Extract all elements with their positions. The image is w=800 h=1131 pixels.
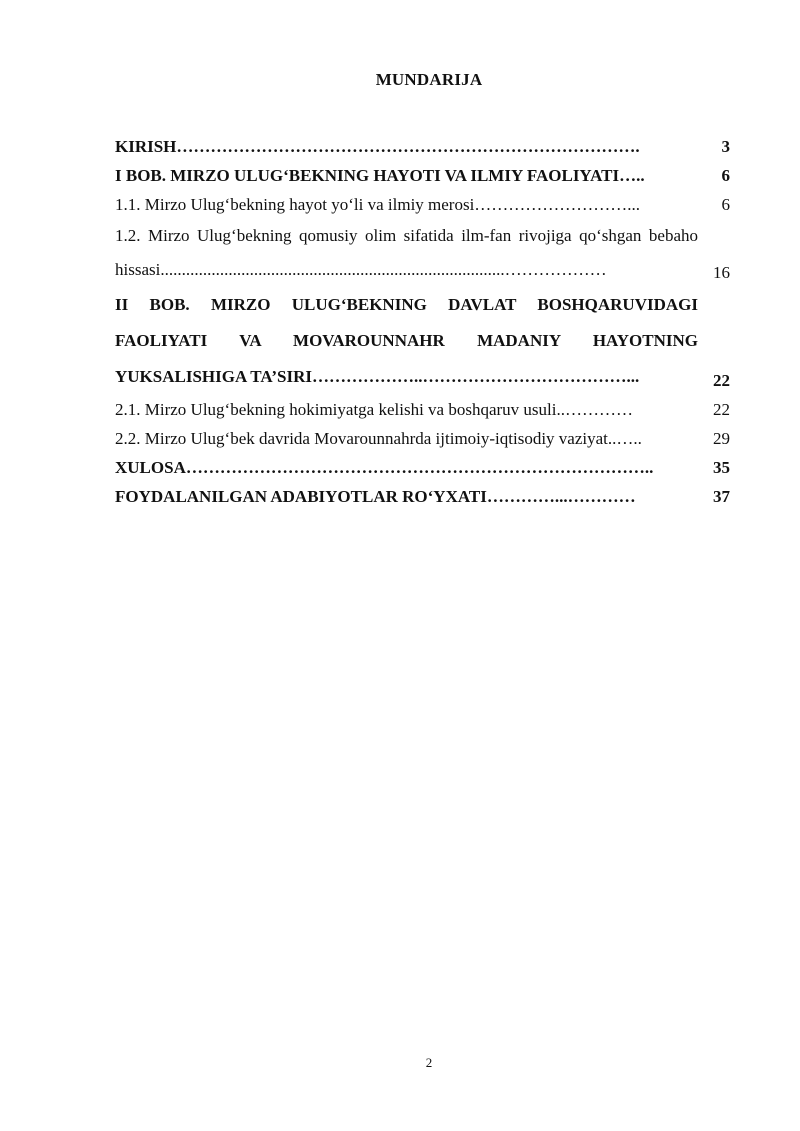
toc-entry-text: 2.1. Mirzo Ulug‘bekning hokimiyatga kelishi va boshqaruv usuli..………… (115, 400, 633, 419)
toc-entry-text: XULOSA……………………………………………………………………….. (115, 458, 654, 477)
toc-entry-text: 1.2. Mirzo Ulug‘bekning qomusiy olim sifatida ilm-fan rivojiga qo‘shgan bebaho hissasi.................................................................................……………… (115, 226, 698, 279)
toc-entry-page: 6 (721, 166, 730, 185)
toc-entry-text: I BOB. MIRZO ULUG‘BEKNING HAYOTI VA ILMIY FAOLIYATI….. (115, 166, 645, 185)
toc-entry-text: 2.2. Mirzo Ulug‘bek davrida Movarounnahrda ijtimoiy-iqtisodiy vaziyat..….. (115, 429, 642, 448)
toc-entry-page: 22 (713, 371, 730, 390)
toc-entry-page: 29 (713, 429, 730, 448)
toc-entry-text: II BOB. MIRZO ULUG‘BEKNING DAVLAT BOSHQARUVIDAGI FAOLIYATI VA MOVAROUNNAHR MADANIY HAYOTNING YUKSALISHIGA TA’SIRI………………..………………………………... (115, 295, 698, 386)
toc-entry-text: 1.1. Mirzo Ulug‘bekning hayot yo‘li va ilmiy merosi………………………... (115, 195, 641, 214)
table-of-contents (115, 132, 730, 511)
toc-entry-page: 22 (713, 400, 730, 419)
toc-entry-text: FOYDALANILGAN ADABIYOTLAR RO‘YXATI…………...………… (115, 487, 636, 506)
toc-entry-page: 3 (721, 137, 730, 156)
toc-entry-section-1-1 (115, 190, 730, 219)
toc-entry-page: 6 (721, 195, 730, 214)
page-number: 2 (425, 1055, 433, 1070)
toc-entry-kirish (115, 132, 730, 161)
toc-entry-references (115, 482, 730, 511)
toc-entry-page: 16 (713, 263, 730, 282)
toc-entry-section-2-1 (115, 395, 730, 424)
toc-entry-section-1-2 (115, 219, 730, 287)
toc-entry-text: KIRISH………………………………………………………………………. (115, 137, 640, 156)
toc-entry-chapter-1 (115, 161, 730, 190)
toc-entry-page: 35 (713, 458, 730, 477)
toc-entry-page: 37 (713, 487, 730, 506)
toc-entry-section-2-2 (115, 424, 730, 453)
page-title: MUNDARIJA (375, 70, 483, 89)
toc-entry-xulosa (115, 453, 730, 482)
toc-entry-chapter-2 (115, 287, 730, 395)
